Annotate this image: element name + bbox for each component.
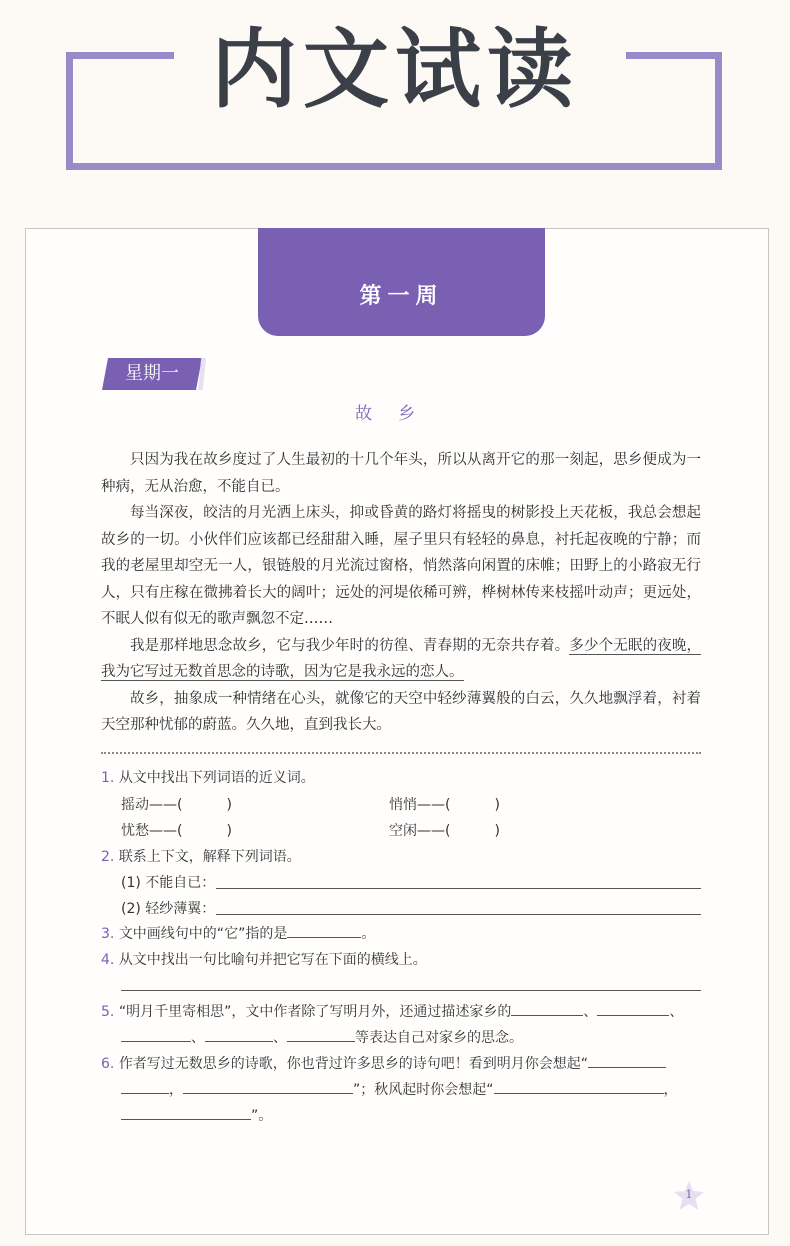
q2-item-a: (1) 不能自已： <box>121 875 216 891</box>
q1-item-2 <box>389 794 500 814</box>
question-4 <box>101 949 427 969</box>
dotted-divider <box>101 752 701 754</box>
essay-paragraph-1: 只因为我在故乡度过了人生最初的十几个年头，所以从离开它的那一刻起，思乡便成为一种病，无从治愈，不能自已。 <box>101 452 701 495</box>
q5-blank-4[interactable] <box>205 1027 273 1042</box>
question-3-text-b: 。 <box>361 926 376 942</box>
question-1-number: 1. <box>101 770 115 786</box>
page-number: 1 <box>685 1188 693 1201</box>
q2-answer-line-b[interactable] <box>216 914 701 915</box>
q1-item-2-label: 悄悄——( <box>389 797 451 813</box>
q1-item-3 <box>121 820 232 840</box>
question-6-text-a: 作者写过无数思乡的诗歌，你也背过许多思乡的诗句吧！看到明月你会想起“ <box>118 1056 589 1072</box>
essay-paragraph-2: 每当深夜，皎洁的月光洒上床头，抑或昏黄的路灯将摇曳的树影投上天花板，我总会想起故乡的一切。小伙伴们应该都已经甜甜入睡，屋子里只有轻轻的鼻息，衬托起夜晚的宁静；而我的老屋里却空无一人，银链般的月光流过窗格，悄然落向闲置的床帷；田野上的小路寂无行人，只有庄稼在微拂着长大的阔叶；远处的河堤依稀可辨，桦树林传来枝摇叶动声；更远处，不眠人似有似无的歌声飘忽不定…… <box>101 505 701 627</box>
q1-item-4-label: 空闲——( <box>389 823 451 839</box>
day-tag-label: 星期一 <box>125 363 179 384</box>
q5-sep-4: 、 <box>273 1030 287 1046</box>
reading-page <box>25 228 769 1235</box>
q5-sep-3: 、 <box>191 1030 205 1046</box>
question-1 <box>101 767 315 787</box>
q1-item-2-close: ) <box>494 797 500 813</box>
question-3-number: 3. <box>101 926 115 942</box>
question-6-line-3 <box>121 1105 272 1125</box>
q5-sep-2: 、 <box>669 1004 684 1020</box>
q5-blank-5[interactable] <box>287 1027 355 1042</box>
q2-item-b: (2) 轻纱薄翼： <box>121 901 216 917</box>
question-5 <box>101 1001 683 1021</box>
q6-blank-2[interactable] <box>183 1079 353 1094</box>
q3-answer-blank[interactable] <box>287 923 361 938</box>
q4-answer-line[interactable] <box>121 990 701 991</box>
q6-comma: ， <box>169 1082 183 1098</box>
week-tab: 第一周 <box>258 228 545 336</box>
question-6-text-b: ”；秋风起时你会想起“ <box>353 1082 494 1098</box>
q1-item-4 <box>389 820 500 840</box>
q1-item-1-label: 摇动——( <box>121 797 183 813</box>
question-2-number: 2. <box>101 849 115 865</box>
question-5-line-2 <box>121 1027 523 1047</box>
q2-answer-line-a[interactable] <box>216 888 701 889</box>
page-title: 内文试读 <box>211 20 579 120</box>
page-number-badge <box>672 1180 706 1212</box>
essay-paragraph-3-text: 我是那样地思念故乡，它与我少年时的彷徨、青春期的无奈共存着。 <box>130 637 570 654</box>
q1-item-3-close: ) <box>226 823 232 839</box>
q6-blank-1[interactable] <box>588 1053 666 1068</box>
question-5-text-a: “明月千里寄相思”，文中作者除了写明月外，还通过描述家乡的 <box>118 1004 512 1020</box>
question-5-text-b: 等表达自己对家乡的思念。 <box>355 1030 523 1046</box>
essay-paragraph-3 <box>101 633 701 686</box>
q1-item-1-close: ) <box>226 797 232 813</box>
question-2 <box>101 846 301 866</box>
essay-paragraph-4: 故乡，抽象成一种情绪在心头，就像它的天空中轻纱薄翼般的白云，久久地飘浮着，衬着天空那种忧郁的蔚蓝。久久地，直到我长大。 <box>101 690 701 733</box>
q5-blank-3[interactable] <box>121 1027 191 1042</box>
q6-blank-3[interactable] <box>494 1079 664 1094</box>
q1-item-1 <box>121 794 232 814</box>
question-3 <box>101 923 375 943</box>
question-6-line-2 <box>121 1079 678 1099</box>
question-4-number: 4. <box>101 952 115 968</box>
q6-end: ”。 <box>251 1108 273 1124</box>
q5-blank-2[interactable] <box>597 1001 669 1016</box>
question-2-text: 联系上下文，解释下列词语。 <box>118 849 301 865</box>
q6-comma-2: ， <box>663 1082 678 1098</box>
question-5-number: 5. <box>101 1004 115 1020</box>
day-tag <box>102 358 202 390</box>
essay-title: 故乡 <box>355 404 441 424</box>
q5-sep-1: 、 <box>583 1004 598 1020</box>
question-3-text-a: 文中画线句中的“它”指的是 <box>118 926 288 942</box>
q6-blank-1-cont[interactable] <box>121 1079 169 1094</box>
essay-body <box>101 447 701 739</box>
q5-blank-1[interactable] <box>511 1001 583 1016</box>
underlined-sentence: 多少个无眠的夜晚，我为它写过无数首思念的诗歌，因为它是我永远的恋人。 <box>101 637 702 680</box>
q1-item-3-label: 忧愁——( <box>121 823 183 839</box>
q6-blank-3-cont[interactable] <box>121 1105 251 1120</box>
question-6-number: 6. <box>101 1056 115 1072</box>
question-6 <box>101 1053 666 1073</box>
q1-item-4-close: ) <box>494 823 500 839</box>
question-1-text: 从文中找出下列词语的近义词。 <box>118 770 315 786</box>
question-4-text: 从文中找出一句比喻句并把它写在下面的横线上。 <box>118 952 427 968</box>
